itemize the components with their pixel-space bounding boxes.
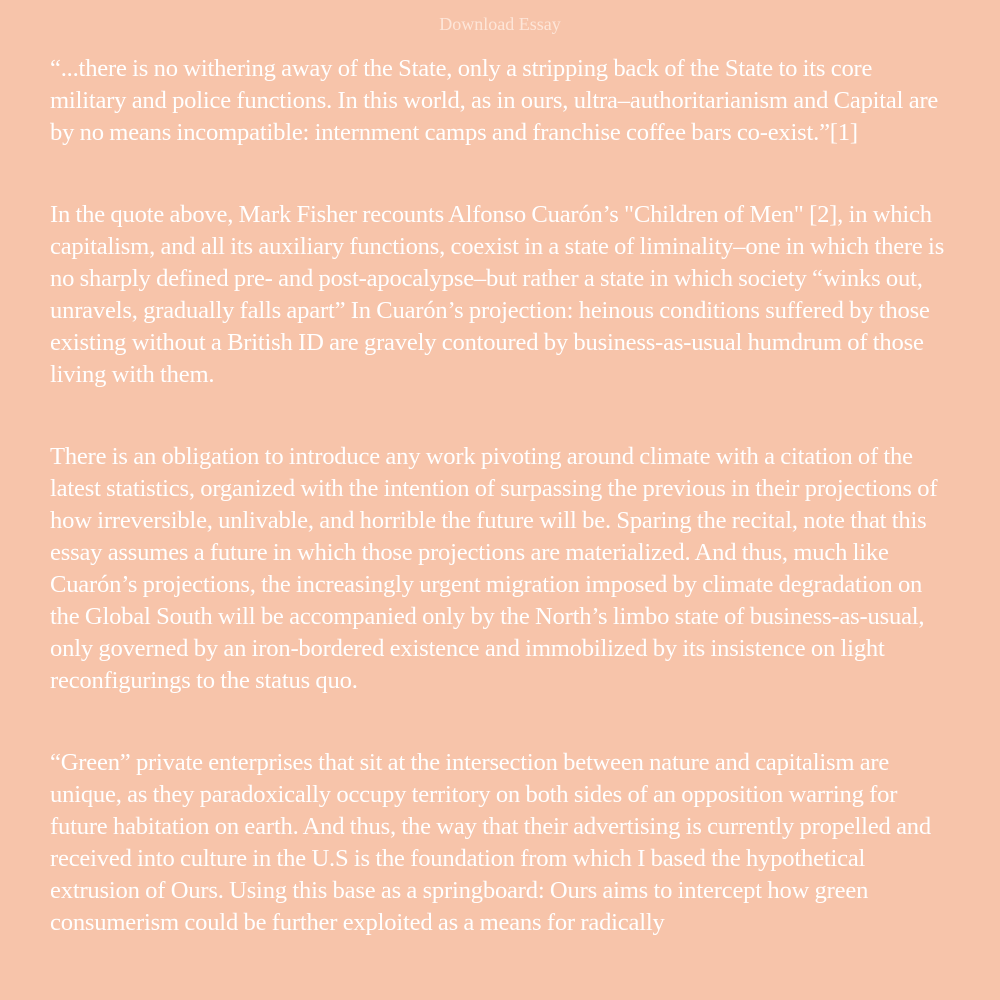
download-essay-link[interactable]: Download Essay: [439, 14, 561, 34]
essay-paragraph-3: There is an obligation to introduce any work pivoting around climate with a citation of the latest statistics, organized with the intention of surpassing the previous in their projections of how irreversible, unlivable, and horrible the future will be. Sparing the recital, note that this essay assumes a future in which those projections are materialized. And thus, much like Cuarón’s projections, the increasingly urgent migration imposed by climate degradation on the Global South will be accompanied only by the North’s limbo state of business-as-usual, only governed by an iron-bordered existence and immobilized by its insistence on light reconfigurings to the status quo.: [50, 443, 938, 694]
essay-body: [50, 53, 950, 989]
essay-paragraph-1: “...there is no withering away of the State, only a stripping back of the State to its core military and police functions. In this world, as in ours, ultra–authoritarianism and Capital are by no means incompatible: internment camps and franchise coffee bars co-exist.”[1]: [50, 55, 939, 146]
essay-paragraph-4: “Green” private enterprises that sit at the intersection between nature and capitalism are unique, as they paradoxically occupy territory on both sides of an opposition warring for future habitation on earth. And thus, the way that their advertising is currently propelled and received into culture in the U.S is the foundation from which I based the hypothetical extrusion of Ours. Using this base as a springboard: Ours aims to intercept how green consumerism could be further exploited as a means for radically: [50, 749, 931, 936]
essay-paragraph-2: In the quote above, Mark Fisher recounts Alfonso Cuarón’s "Children of Men" [2], in which capitalism, and all its auxiliary functions, coexist in a state of liminality–one in which there is no sharply defined pre- and post-apocalypse–but rather a state in which society “winks out, unravels, gradually falls apart” In Cuarón’s projection: heinous conditions suffered by those existing without a British ID are gravely contoured by business-as-usual humdrum of those living with them.: [50, 201, 945, 388]
